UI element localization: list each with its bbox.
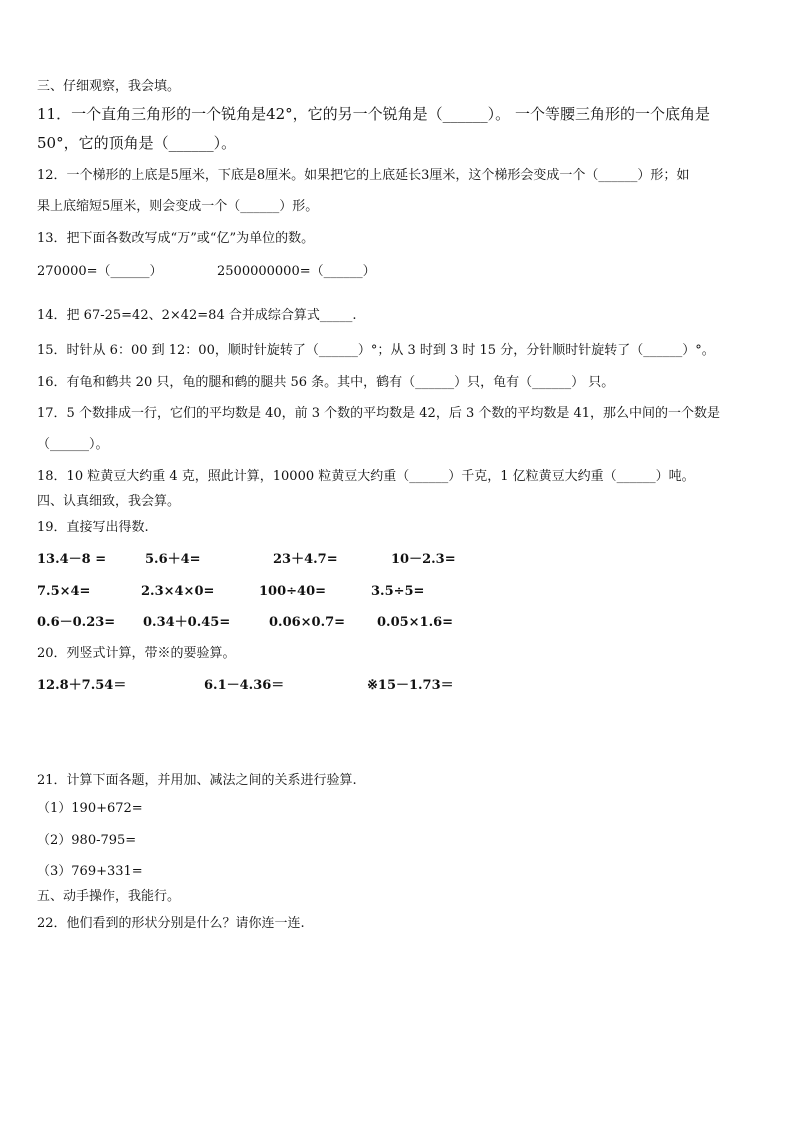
question-13-item-b: 2500000000=（______） [217, 264, 376, 279]
q19-problem: 3.5÷5= [371, 584, 425, 599]
q19-problem: 10－2.3= [391, 552, 456, 567]
q19-problem: 0.6－0.23= [37, 615, 116, 630]
q19-problem: 0.34＋0.45= [143, 615, 231, 630]
q21-problem: （3）769+331= [37, 864, 143, 879]
q20-problem: 6.1－4.36＝ [204, 678, 285, 693]
q20-problem: ※15－1.73＝ [367, 678, 454, 693]
question-14: 14．把 67-25=42、2×42=84 合并成综合算式_____. [37, 308, 357, 323]
question-17-line2: （______）。 [37, 437, 109, 452]
question-20: 20．列竖式计算，带※的要验算。 [37, 646, 236, 661]
question-17-line1: 17．5 个数排成一行，它们的平均数是 40，前 3 个数的平均数是 42，后 3 个数的平均数是 41，那么中间的一个数是 [37, 406, 721, 421]
q20-problem: 12.8＋7.54＝ [37, 678, 127, 693]
question-13: 13．把下面各数改写成“万”或“亿”为单位的数。 [37, 231, 315, 246]
question-11-line1: 11．一个直角三角形的一个锐角是42°，它的另一个锐角是（______）。 一个等腰三角形的一个底角是 [37, 105, 710, 123]
question-15: 15．时针从 6：00 到 12：00，顺时针旋转了（______）°；从 3 时到 3 时 15 分，分针顺时针旋转了（______）°。 [37, 343, 715, 358]
q19-problem: 0.05×1.6= [377, 615, 454, 630]
q19-problem: 13.4－8 = [37, 552, 107, 567]
q19-problem: 100÷40= [259, 584, 327, 599]
question-13-item-a: 270000=（______） [37, 264, 163, 279]
section-4-heading: 四、认真细致，我会算。 [37, 494, 181, 509]
question-12-line2: 果上底缩短5厘米，则会变成一个（______）形。 [37, 199, 319, 214]
q19-problem: 0.06×0.7= [269, 615, 346, 630]
q21-problem: （2）980-795= [37, 833, 137, 848]
section-5-heading: 五、动手操作，我能行。 [37, 889, 181, 904]
question-11-line2: 50°，它的顶角是（______）。 [37, 134, 237, 152]
question-18: 18．10 粒黄豆大约重 4 克，照此计算，10000 粒黄豆大约重（______）千克，1 亿粒黄豆大约重（______）吨。 [37, 469, 695, 484]
q21-problem: （1）190+672= [37, 801, 143, 816]
q19-problem: 2.3×4×0= [141, 584, 215, 599]
question-16: 16．有龟和鹤共 20 只，龟的腿和鹤的腿共 56 条。其中，鹤有（______）只，龟有（______） 只。 [37, 375, 615, 390]
question-21: 21．计算下面各题，并用加、减法之间的关系进行验算. [37, 773, 357, 788]
q19-problem: 5.6＋4= [145, 552, 201, 567]
question-19: 19．直接写出得数. [37, 520, 149, 535]
section-3-heading: 三、仔细观察，我会填。 [37, 79, 181, 94]
question-12-line1: 12．一个梯形的上底是5厘米，下底是8厘米。如果把它的上底延长3厘米，这个梯形会变成一个（______）形；如 [37, 168, 690, 183]
question-22: 22．他们看到的形状分别是什么？请你连一连. [37, 916, 305, 931]
q19-problem: 7.5×4= [37, 584, 91, 599]
q19-problem: 23＋4.7= [273, 552, 338, 567]
